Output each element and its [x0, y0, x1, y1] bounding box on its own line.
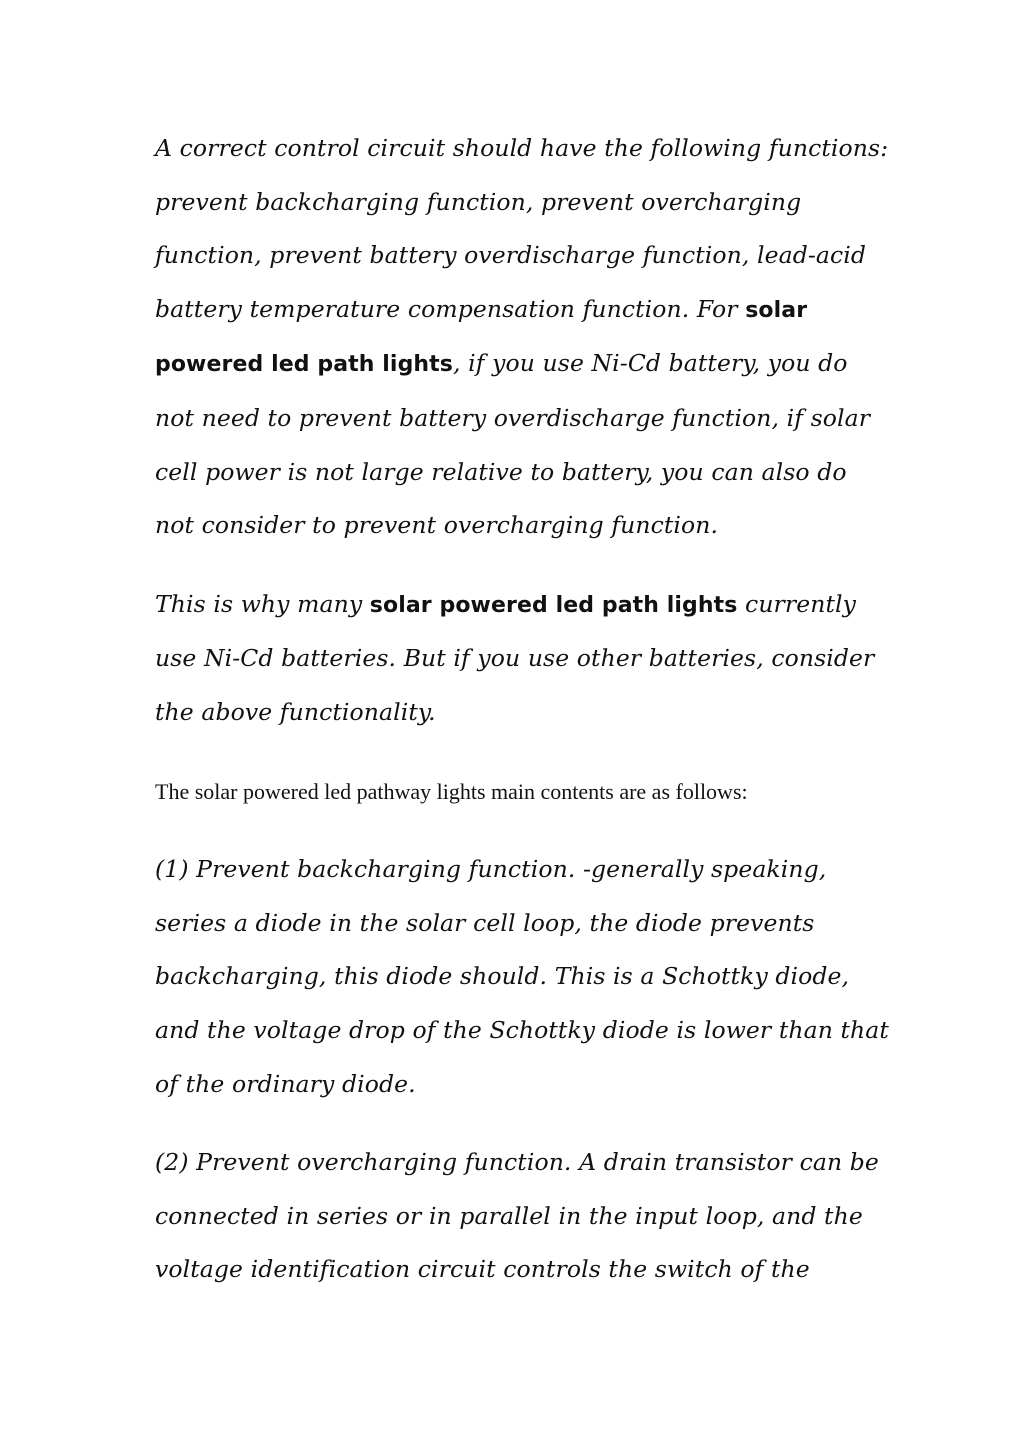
paragraph-prevent-overcharging: (2) Prevent overcharging function. A drain transistor can be connected in series or in parallel in the input loop, and the voltage identification circuit controls the switch of the — [155, 1148, 879, 1284]
paragraph-text: currently use Ni-Cd batteries. But if you use other batteries, consider the above functionality. — [155, 589, 875, 726]
paragraph-text: , if you use Ni-Cd battery, you do not need to prevent battery overdischarge function, if solar cell power is not large relative to battery, you can also do not consider to prevent overcharging function. — [155, 349, 871, 540]
paragraph-control-circuit-functions — [155, 122, 890, 553]
bold-keyword: solar powered led path lights — [155, 297, 808, 378]
bold-keyword: solar powered led path lights — [369, 592, 738, 618]
paragraph-text: A correct control circuit should have the following functions: prevent backcharging function, prevent overcharging function, prevent battery overdischarge function, lead-acid battery temperature compensation function. For — [155, 134, 889, 323]
paragraph-main-contents-heading: The solar powered led pathway lights main contents are as follows: — [155, 778, 748, 804]
paragraph-text: This is why many — [155, 589, 370, 618]
paragraph-ni-cd-batteries — [155, 578, 890, 740]
paragraph-prevent-backcharging: (1) Prevent backcharging function. -generally speaking, series a diode in the solar cell loop, the diode prevents backcharging, this diode should. This is a Schottky diode, and the voltage drop of the Schottky diode is lower than that of the ordinary diode. — [155, 855, 889, 1098]
document-body — [155, 122, 890, 1297]
